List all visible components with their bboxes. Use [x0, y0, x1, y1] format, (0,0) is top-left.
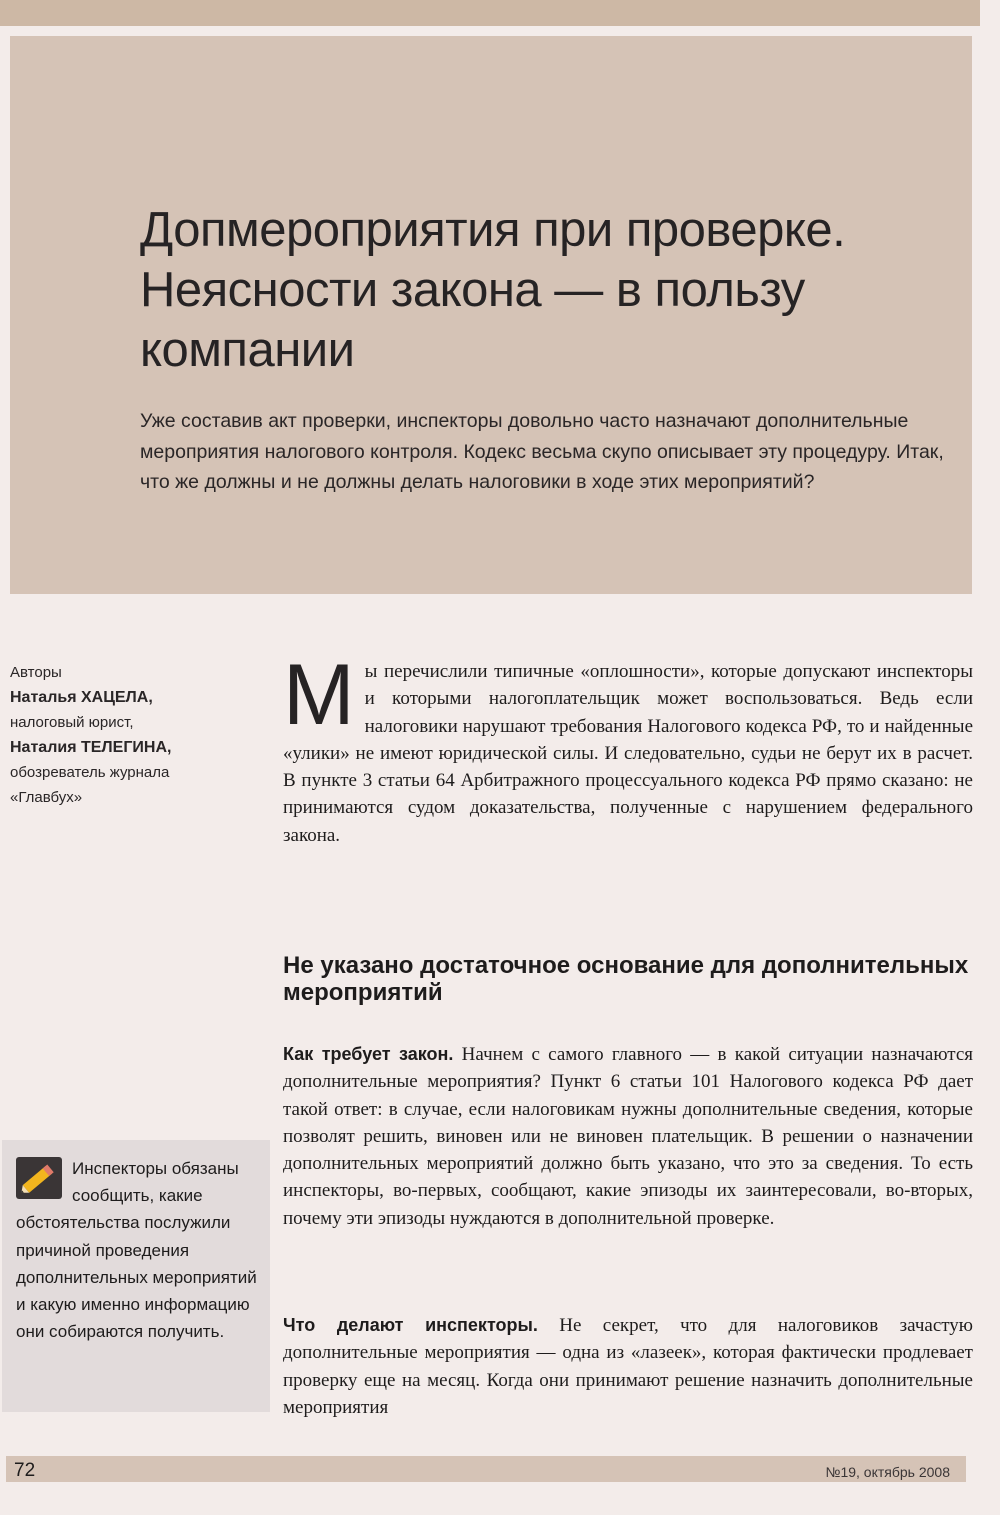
paragraph-lead-in: Как требует закон.	[283, 1044, 454, 1064]
top-color-strip	[0, 0, 980, 26]
body-paragraph-2	[283, 1041, 973, 1232]
paragraph-text: ы перечислили типичные «оплошности», которые допускают инспекторы и которыми налогоплательщик может воспользоваться. Ведь если налоговики нарушают требования Налогового кодекса РФ, то и найденные «улики» не имеют юридической силы. И следовательно, судьи не берут их в расчет. В пункте 3 статьи 64 Арбитражного процессуального кодекса РФ прямо сказано: не принимаются судом доказательства, полученные с нарушением федерального закона.	[283, 661, 973, 846]
author-name: Наталья ХАЦЕЛА,	[10, 689, 153, 706]
body-paragraph-1	[283, 647, 973, 849]
body-paragraph-3	[283, 1312, 973, 1421]
issue-label: №19, октябрь 2008	[825, 1464, 950, 1480]
paragraph-text: Не секрет, что для налоговиков зачастую дополнительные мероприятия — одна из «лазеек», которая фактически продлевает проверку еще на месяц. Когда они принимают решение назначить дополнительные мероприятия	[283, 1315, 973, 1418]
sidebar-note	[16, 1155, 261, 1345]
authors-block	[10, 660, 210, 810]
sidebar-note-text: Инспекторы обязаны сообщить, какие обстоятельства послужили причиной проведения дополнительных мероприятий и какую именно информацию они собираются получить.	[16, 1159, 257, 1342]
pencil-icon	[16, 1157, 62, 1199]
page-number: 72	[14, 1460, 36, 1481]
section-heading: Не указано достаточное основание для дополнительных мероприятий	[283, 952, 969, 1006]
article-lead: Уже составив акт проверки, инспекторы довольно часто назначают дополнительные мероприятия налогового контроля. Кодекс весьма скупо описывает эту процедуру. Итак, что же должны и не должны делать налоговики в ходе этих мероприятий?	[140, 410, 944, 493]
footer-bar	[6, 1456, 966, 1482]
author-name: Наталия ТЕЛЕГИНА,	[10, 739, 172, 756]
paragraph-lead-in: Что делают инспекторы.	[283, 1315, 538, 1335]
authors-label: Авторы	[10, 664, 62, 681]
article-title: Допмероприятия при проверке. Неясности закона — в пользу компании	[140, 203, 846, 377]
drop-cap: М	[283, 647, 355, 743]
author-role: обозреватель журнала «Главбух»	[10, 764, 170, 806]
author-role: налоговый юрист,	[10, 714, 134, 731]
paragraph-text: Начнем с самого главного — в какой ситуации назначаются дополнительные мероприятия? Пункт 6 статьи 101 Налогового кодекса РФ дает такой ответ: в случае, если налоговикам нужны дополнительные сведения, которые позволят решить, виновен или не виновен плательщик. В решении о назначении дополнительных мероприятий должно быть указано, что это за сведения. То есть инспекторы, во-первых, сообщают, какие эпизоды их заинтересовали, во-вторых, почему эти эпизоды нуждаются в дополнительной проверке.	[283, 1044, 974, 1229]
